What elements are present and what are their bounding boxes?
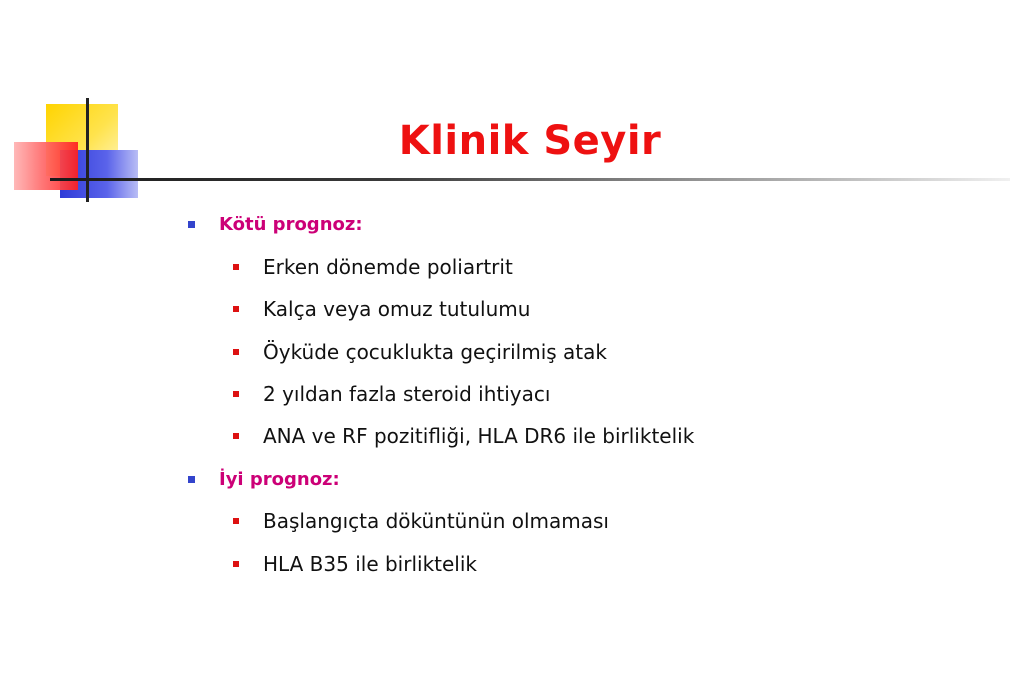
list-item-text: ANA ve RF pozitifliği, HLA DR6 ile birliktelik [263, 424, 695, 448]
square-bullet-icon [188, 476, 195, 483]
list-item-text: Erken dönemde poliartrit [263, 255, 513, 279]
list-item [233, 340, 607, 364]
square-bullet-icon [233, 264, 239, 270]
list-item-text: HLA B35 ile birliktelik [263, 552, 477, 576]
list-item-text: Öyküde çocuklukta geçirilmiş atak [263, 340, 607, 364]
list-item-text: Başlangıçta döküntünün olmaması [263, 509, 609, 533]
list-item [233, 509, 609, 533]
section-heading-iyi-prognoz [188, 469, 340, 490]
slide-title: Klinik Seyir [398, 118, 662, 164]
section-heading-kotu-prognoz [188, 214, 363, 235]
square-bullet-icon [188, 221, 195, 228]
square-bullet-icon [233, 518, 239, 524]
list-item [233, 424, 694, 448]
list-item-text: 2 yıldan fazla steroid ihtiyacı [263, 382, 551, 406]
list-item [233, 382, 550, 406]
section-heading-label: İyi prognoz: [219, 469, 340, 490]
list-item [233, 297, 530, 321]
square-bullet-icon [233, 391, 239, 397]
square-bullet-icon [233, 433, 239, 439]
list-item [233, 552, 477, 576]
section-heading-label: Kötü prognoz: [219, 214, 363, 235]
list-item [233, 255, 513, 279]
square-bullet-icon [233, 306, 239, 312]
square-bullet-icon [233, 561, 239, 567]
square-bullet-icon [233, 349, 239, 355]
list-item-text: Kalça veya omuz tutulumu [263, 297, 531, 321]
